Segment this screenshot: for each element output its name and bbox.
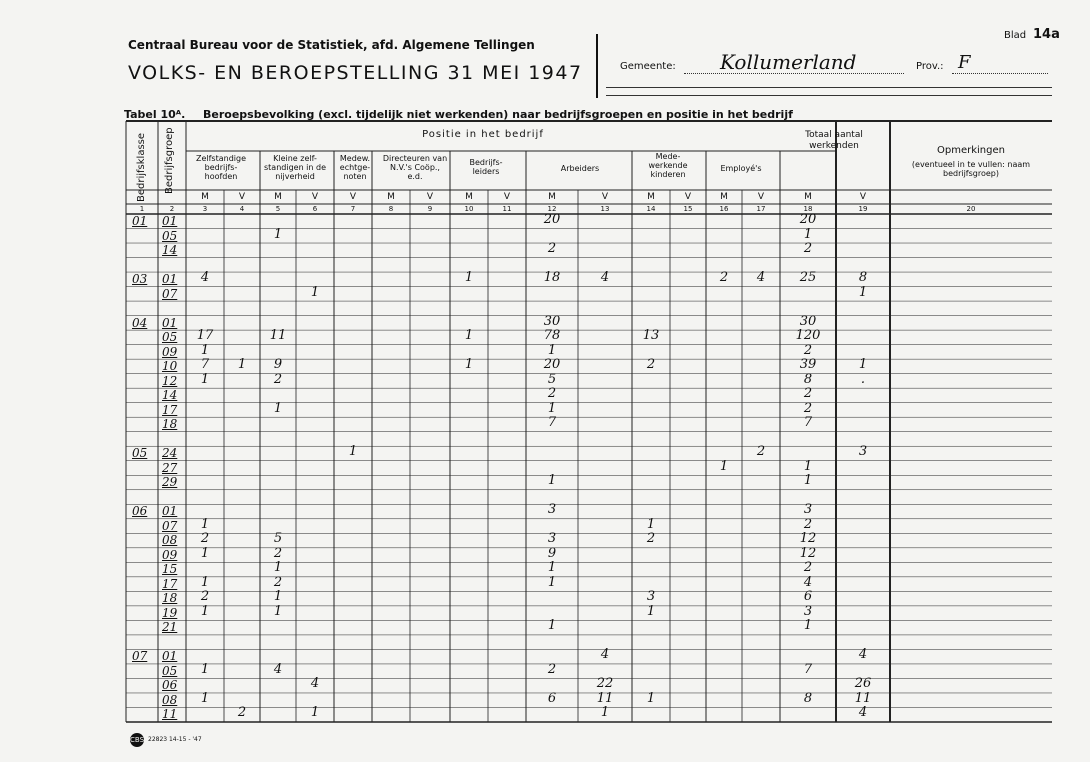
group-bedrijfsleiders: Bedrijfs-leiders — [469, 158, 503, 176]
bedrijfsgroep-code: 17 — [162, 402, 178, 417]
bedrijfsklasse-code: 01 — [132, 214, 148, 228]
table-cell: 1 — [200, 516, 210, 532]
table-cell: 9 — [547, 545, 557, 561]
table-cell: 2 — [273, 545, 283, 561]
table-cell: 2 — [646, 357, 656, 373]
table-cell: 1 — [200, 371, 210, 387]
group-medew-echtgenoten: Medew. echtge-noten — [339, 154, 371, 181]
bedrijfsgroep-code: 18 — [162, 417, 178, 432]
bedrijfsklasse-header: Bedrijfsklasse — [136, 132, 147, 202]
bureau-line: Centraal Bureau voor de Statistiek, afd. Algemene Tellingen — [128, 38, 535, 52]
gemeente-label: Gemeente: — [620, 61, 676, 72]
column-number: 16 — [719, 205, 729, 213]
bedrijfsgroep-code: 10 — [162, 359, 178, 374]
group-employes: Employé's — [720, 164, 762, 173]
bedrijfsgroep-header: Bedrijfsgroep — [164, 127, 175, 194]
table-cell: 1 — [646, 690, 656, 706]
bedrijfsgroep-code: 09 — [162, 344, 178, 359]
mv-label: V — [684, 192, 692, 202]
table-cell: 1 — [273, 226, 283, 242]
table-cell: 4 — [858, 705, 868, 721]
table-cell: 1 — [464, 270, 474, 286]
bedrijfsgroep-code: 07 — [162, 286, 178, 301]
bedrijfsklasse-code: 07 — [132, 649, 148, 664]
table-cell: 8 — [803, 690, 813, 706]
column-number: 1 — [139, 205, 145, 213]
table-cell: 2 — [803, 400, 813, 416]
table-cell: 11 — [596, 690, 614, 706]
bedrijfsgroep-code: 29 — [162, 475, 178, 490]
column-number: 10 — [464, 205, 474, 213]
table-cell: 1 — [547, 560, 557, 576]
prov-value: F — [958, 52, 971, 73]
bedrijfsgroep-code: 06 — [162, 678, 178, 693]
table-cell: 25 — [799, 270, 817, 286]
mv-label: V — [426, 192, 434, 202]
mv-label: M — [647, 192, 655, 202]
table-cell: . — [860, 371, 866, 387]
table-cell: 5 — [273, 531, 283, 547]
table-cell: 2 — [803, 386, 813, 402]
table-cell: 4 — [858, 647, 868, 663]
table-cell: 7 — [803, 661, 813, 677]
table-cell: 1 — [803, 458, 813, 474]
table-cell: 8 — [803, 371, 813, 387]
gemeente-value: Kollumerland — [720, 50, 857, 74]
prov-label: Prov.: — [916, 61, 944, 72]
bedrijfsgroep-code: 11 — [162, 707, 178, 722]
mv-label: M — [548, 192, 556, 202]
table-cell: 12 — [799, 545, 817, 561]
mv-label: V — [503, 192, 511, 202]
table-number: Tabel 10ᴬ. — [124, 108, 186, 121]
table-cell: 1 — [858, 284, 868, 300]
bedrijfsgroep-code: 19 — [162, 605, 178, 620]
mv-label: M — [465, 192, 473, 202]
table-cell: 1 — [646, 516, 656, 532]
table-cell: 1 — [200, 603, 210, 619]
bedrijfsgroep-code: 01 — [162, 214, 178, 228]
table-cell: 1 — [547, 574, 557, 590]
bedrijfsgroep-code: 08 — [162, 533, 178, 548]
mv-label: V — [238, 192, 246, 202]
table-cell: 20 — [799, 212, 817, 227]
table-cell: 1 — [273, 589, 283, 605]
column-number: 4 — [239, 205, 245, 213]
table-cell: 2 — [273, 371, 283, 387]
bedrijfsgroep-code: 08 — [162, 692, 178, 707]
table-cell: 2 — [803, 516, 813, 532]
table-cell: 26 — [854, 676, 872, 692]
table-cell: 120 — [795, 328, 821, 344]
table-cell: 1 — [200, 545, 210, 561]
blad-value: 14a — [1033, 27, 1060, 42]
table-cell: 2 — [756, 444, 766, 460]
table-cell: 2 — [200, 531, 210, 547]
bedrijfsklasse-code: 04 — [132, 315, 148, 330]
column-number: 3 — [202, 205, 208, 213]
column-number: 17 — [756, 205, 766, 213]
group-medewerkende-kinderen: Mede-werkende kinderen — [648, 152, 688, 179]
column-number: 15 — [683, 205, 693, 213]
table-cell: 3 — [858, 444, 868, 460]
bedrijfsgroep-code: 12 — [162, 373, 178, 388]
bedrijfsgroep-code: 05 — [162, 663, 178, 678]
column-number: 9 — [427, 205, 433, 213]
column-number: 5 — [275, 205, 281, 213]
table-cell: 3 — [646, 589, 656, 605]
table-cell: 1 — [803, 226, 813, 242]
table-cell: 1 — [547, 400, 557, 416]
table-cell: 17 — [196, 328, 214, 344]
column-number: 11 — [502, 205, 512, 213]
table-cell: 1 — [310, 284, 320, 300]
table-cell: 1 — [803, 618, 813, 634]
table-cell: 5 — [547, 371, 557, 387]
bedrijfsgroep-code: 01 — [162, 272, 178, 287]
table-cell: 22 — [596, 676, 614, 692]
table-cell: 30 — [799, 313, 817, 329]
column-number: 20 — [966, 205, 976, 213]
bedrijfsgroep-code: 21 — [162, 620, 178, 635]
bedrijfsgroep-code: 01 — [162, 504, 178, 519]
mv-label: M — [274, 192, 282, 202]
table-cell: 7 — [803, 415, 813, 431]
table-cell: 2 — [237, 705, 247, 721]
bedrijfsgroep-code: 27 — [162, 460, 178, 475]
table-cell: 1 — [858, 357, 868, 373]
column-number: 6 — [312, 205, 318, 213]
table-cell: 12 — [799, 531, 817, 547]
table-cell: 7 — [547, 415, 557, 431]
bedrijfsgroep-code: 17 — [162, 576, 178, 591]
table-cell: 1 — [646, 603, 656, 619]
table-cell: 3 — [803, 603, 813, 619]
print-code: 22823 14-15 - '47 — [148, 736, 202, 743]
bedrijfsklasse-code: 05 — [132, 446, 148, 461]
table-cell: 7 — [200, 357, 210, 373]
mv-label: M — [201, 192, 209, 202]
bedrijfsgroep-code: 05 — [162, 330, 178, 345]
table-cell: 1 — [200, 661, 210, 677]
column-number: 2 — [169, 205, 175, 213]
table-cell: 11 — [854, 690, 872, 706]
table-cell: 2 — [803, 241, 813, 257]
table-cell: 4 — [600, 647, 610, 663]
table-cell: 4 — [273, 661, 283, 677]
column-number: 13 — [600, 205, 610, 213]
table-cell: 1 — [600, 705, 610, 721]
table-cell: 2 — [547, 661, 557, 677]
blad-label: Blad — [1004, 30, 1027, 41]
mv-label: M — [387, 192, 395, 202]
table-cell: 1 — [719, 458, 729, 474]
column-number: 14 — [646, 205, 656, 213]
table-cell: 1 — [310, 705, 320, 721]
column-number: 7 — [350, 205, 356, 213]
form-title: VOLKS- EN BEROEPSTELLING 31 MEI 1947 — [128, 62, 583, 84]
column-number: 19 — [858, 205, 868, 213]
table-cell: 6 — [803, 589, 813, 605]
table-cell: 2 — [547, 386, 557, 402]
table-cell: 20 — [543, 212, 561, 227]
group-zelfstandige: Zelfstandige bedrijfs-hoofden — [195, 154, 247, 181]
table-cell: 2 — [547, 241, 557, 257]
table-cell: 3 — [803, 502, 813, 518]
column-number: 18 — [803, 205, 813, 213]
table-cell: 1 — [547, 618, 557, 634]
table-cell: 4 — [803, 574, 813, 590]
opmerkingen-title: Opmerkingen — [937, 145, 1005, 156]
table-cell: 1 — [273, 603, 283, 619]
mv-label: V — [757, 192, 765, 202]
table-cell: 1 — [464, 328, 474, 344]
table-cell: 4 — [310, 676, 320, 692]
group-directeuren: Directeuren van N.V.'s Coöp., e.d. — [382, 154, 448, 181]
table-cell: 1 — [200, 690, 210, 706]
table-cell: 20 — [543, 357, 561, 373]
table-cell: 1 — [348, 444, 358, 460]
positie-header: Positie in het bedrijf — [422, 129, 544, 140]
mv-label: M — [804, 192, 812, 202]
table-cell: 8 — [858, 270, 868, 286]
table-caption: Beroepsbevolking (excl. tijdelijk niet werkenden) naar bedrijfsgroepen en positie in het bedrijf — [203, 108, 793, 121]
table-cell: 6 — [547, 690, 557, 706]
table-cell: 11 — [269, 328, 287, 344]
table-cell: 1 — [547, 342, 557, 358]
bedrijfsgroep-code: 01 — [162, 649, 178, 664]
table-cell: 2 — [803, 342, 813, 358]
column-number: 12 — [547, 205, 557, 213]
table-cell: 1 — [803, 473, 813, 489]
table-cell: 18 — [543, 270, 561, 286]
mv-label: V — [349, 192, 357, 202]
table-cell: 1 — [237, 357, 247, 373]
group-kleine-zelfstandigen: Kleine zelf-standigen in de nijverheid — [263, 154, 327, 181]
table-cell: 2 — [200, 589, 210, 605]
mv-label: M — [720, 192, 728, 202]
opmerkingen-subtitle: (eventueel in te vullen: naam bedrijfsgroep) — [911, 160, 1031, 178]
mv-label: V — [601, 192, 609, 202]
bedrijfsgroep-code: 24 — [162, 446, 178, 461]
table-cell: 30 — [543, 313, 561, 329]
table-cell: 1 — [273, 560, 283, 576]
bedrijfsgroep-code: 15 — [162, 562, 178, 577]
mv-label: V — [859, 192, 867, 202]
table-cell: 2 — [803, 560, 813, 576]
table-cell: 4 — [600, 270, 610, 286]
group-arbeiders: Arbeiders — [560, 164, 600, 173]
table-cell: 4 — [756, 270, 766, 286]
table-cell: 3 — [547, 531, 557, 547]
table-cell: 13 — [642, 328, 660, 344]
bedrijfsgroep-code: 14 — [162, 388, 178, 403]
bedrijfsgroep-code: 14 — [162, 243, 178, 258]
bedrijfsgroep-code: 07 — [162, 518, 178, 533]
table-cell: 1 — [464, 357, 474, 373]
bedrijfsklasse-code: 03 — [132, 272, 148, 287]
table-cell: 2 — [646, 531, 656, 547]
table-cell: 2 — [273, 574, 283, 590]
column-number: 8 — [388, 205, 394, 213]
table-cell: 78 — [543, 328, 561, 344]
table-cell: 4 — [200, 270, 210, 286]
table-cell: 1 — [547, 473, 557, 489]
bedrijfsgroep-code: 01 — [162, 315, 178, 330]
table-cell: 2 — [719, 270, 729, 286]
totaal-header: Totaal aantal werkenden — [805, 130, 863, 151]
table-cell: 39 — [799, 357, 817, 373]
bedrijfsgroep-code: 05 — [162, 228, 178, 243]
table-cell: 3 — [547, 502, 557, 518]
bedrijfsgroep-code: 09 — [162, 547, 178, 562]
table-cell: 1 — [273, 400, 283, 416]
table-cell: 1 — [200, 342, 210, 358]
bedrijfsgroep-code: 18 — [162, 591, 178, 606]
table-cell: 9 — [273, 357, 283, 373]
cbs-logo-icon: CBS — [130, 733, 144, 747]
mv-label: V — [311, 192, 319, 202]
table-cell: 1 — [200, 574, 210, 590]
bedrijfsklasse-code: 06 — [132, 504, 148, 519]
